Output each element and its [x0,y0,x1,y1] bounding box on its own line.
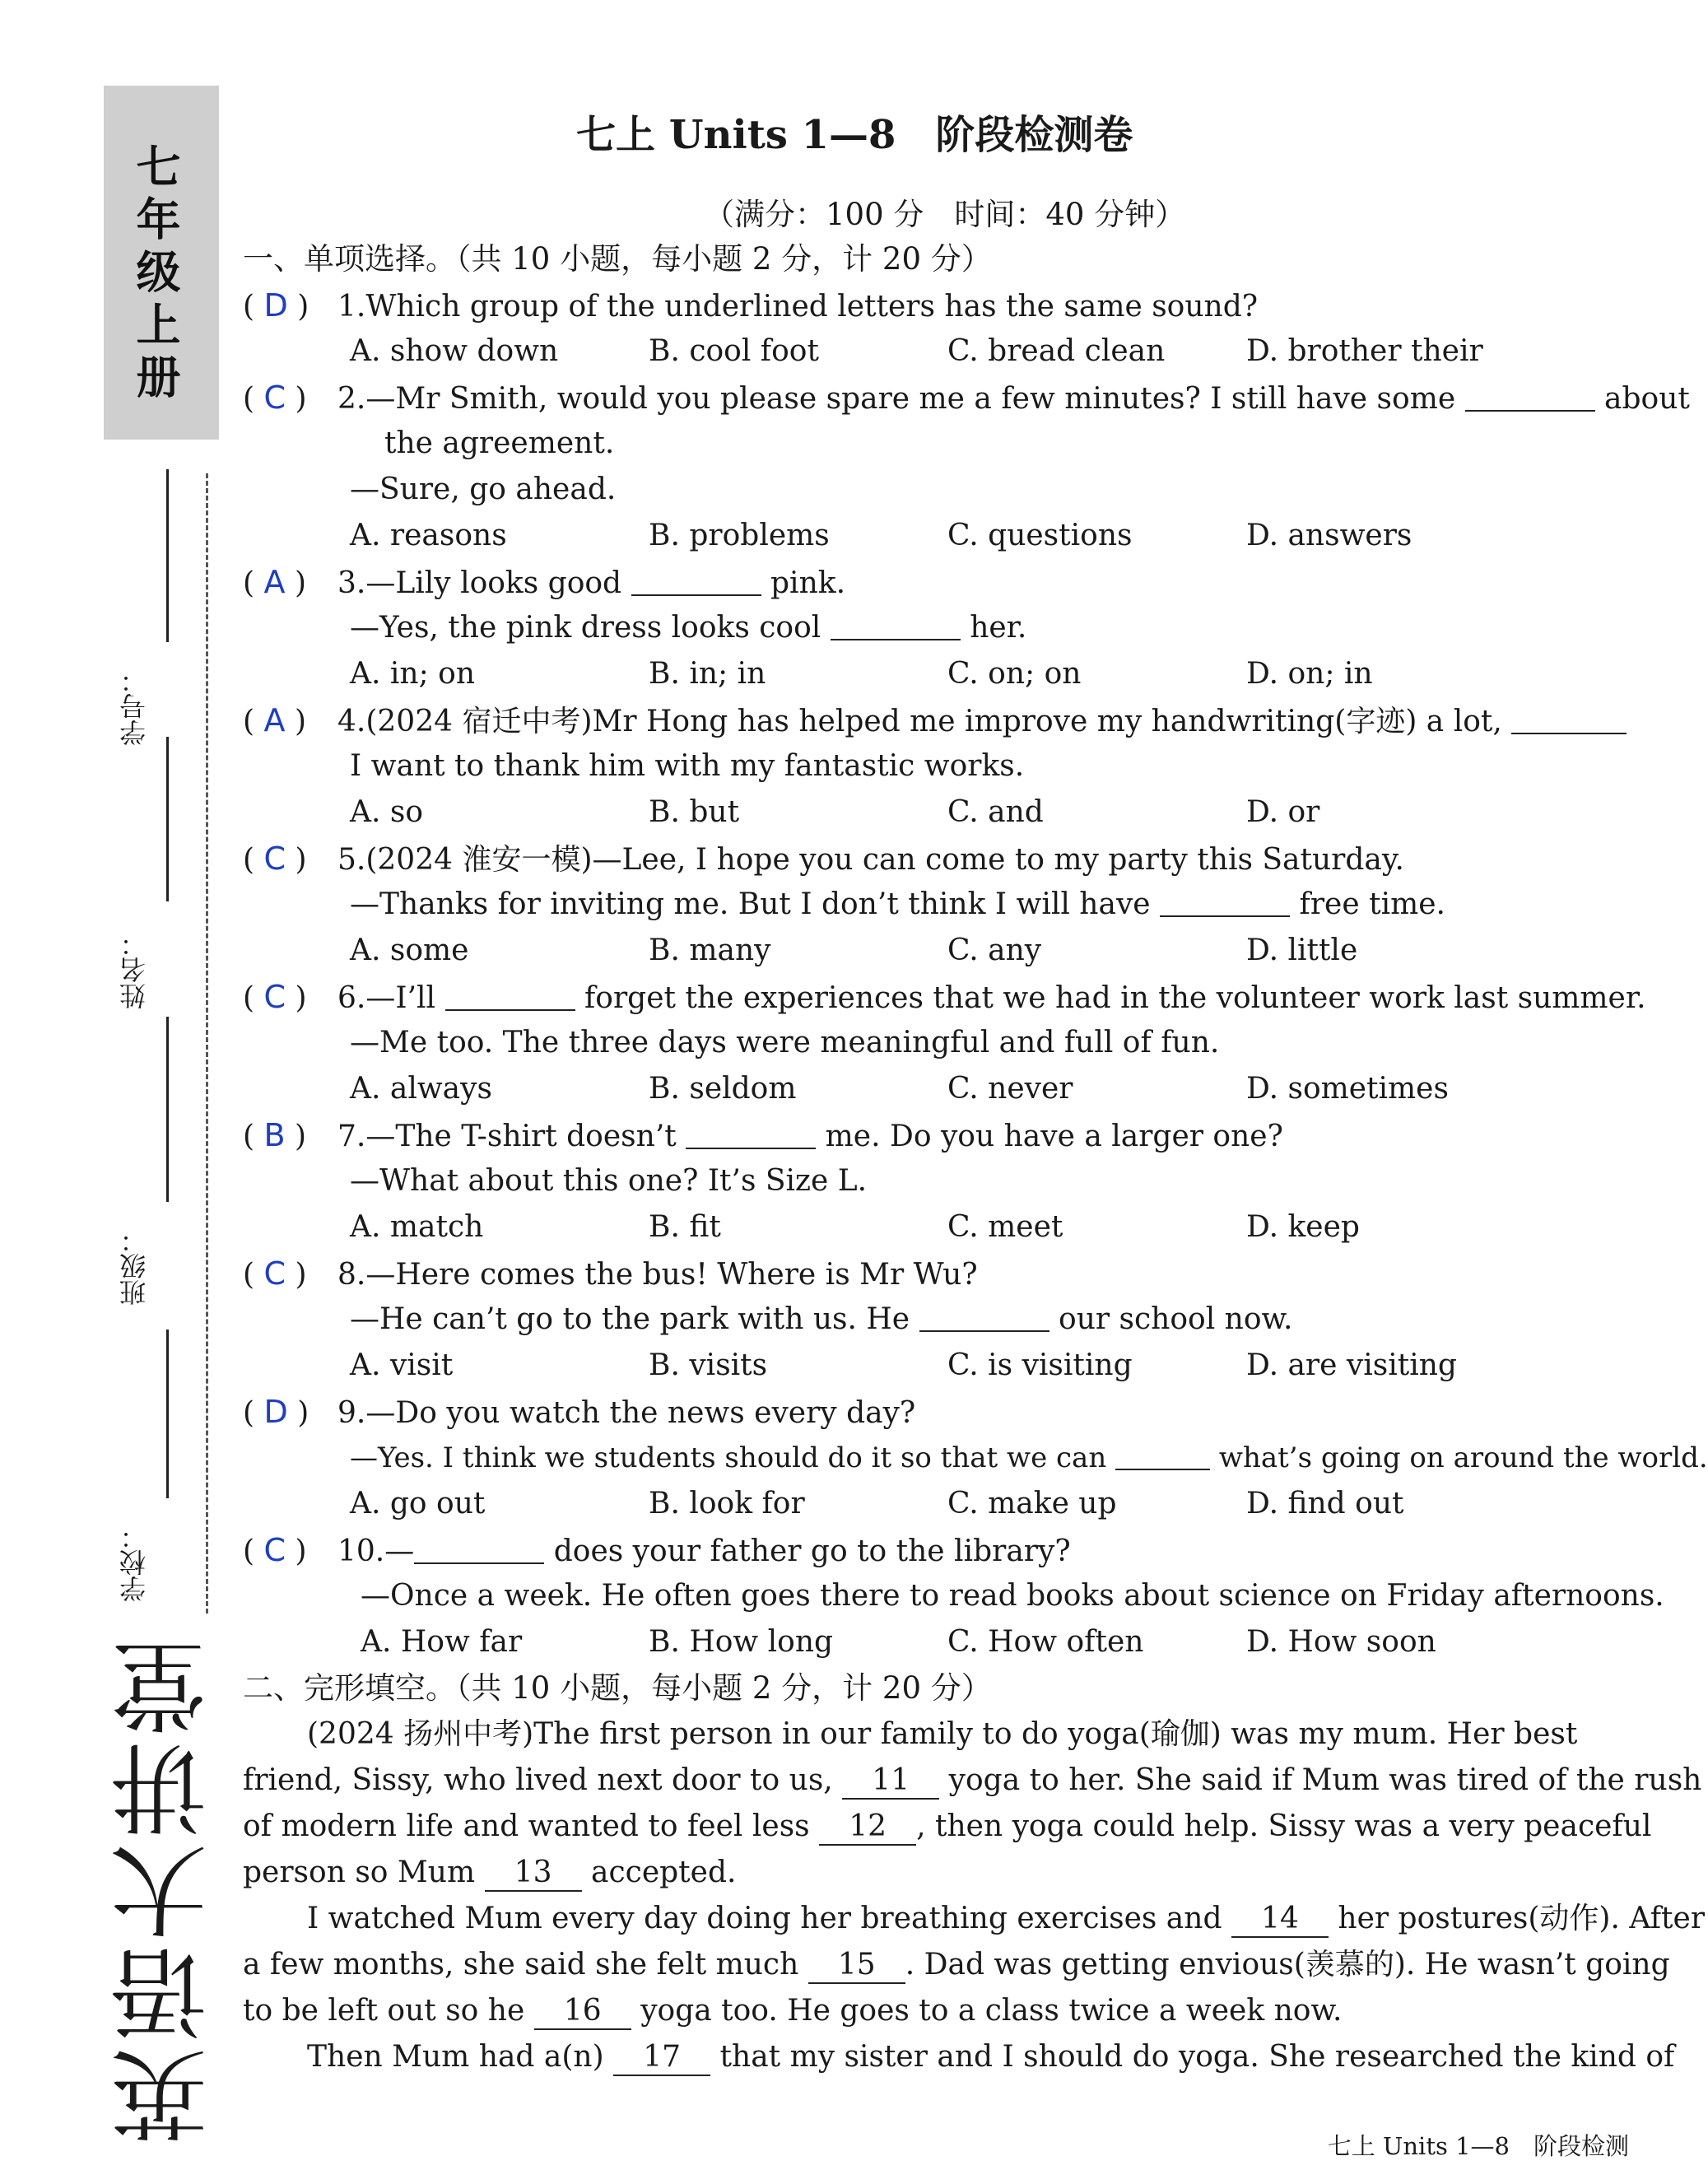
cut-line [206,473,208,1614]
options-row: A. so B. but C. and D. or [350,795,1320,829]
cloze-blank[interactable]: 12 [819,1809,916,1846]
name-field: 姓名： [115,930,181,1016]
options-row: A. in; on B. in; in C. on; on D. on; in [350,657,1373,691]
answer-mark: A [263,702,286,738]
options-row: A. always B. seldom C. never D. sometimes [350,1072,1449,1106]
options-row: A. match B. fit C. meet D. keep [350,1210,1360,1244]
school-field: 学校： [115,1523,181,1609]
answer-mark: C [263,1255,286,1292]
grade-tab [104,86,219,440]
grade-tab-label: 七年级上册 [129,143,181,407]
answer-blank[interactable] [1115,1439,1210,1470]
answer-mark: C [263,380,286,416]
answer-mark: D [263,1394,288,1430]
question-6: ( C ) 6.—I’ll forget the experiences that we had in the volunteer work last summer. [243,979,1646,1015]
page-footer: 七上 Units 1—8 阶段检测 [1327,2132,1629,2160]
options-row: A. some B. many C. any D. little [350,934,1358,967]
answer-blank[interactable] [445,980,575,1011]
answer-mark: D [263,287,288,324]
page-title: 七上 Units 1—8 阶段检测卷 [576,112,1133,158]
answer-blank[interactable] [919,1301,1049,1332]
exam-meta: （满分：100 分 时间：40 分钟） [704,197,1186,232]
question-8: ( C ) 8.—Here comes the bus! Where is Mr Wu? [243,1255,978,1292]
question-10: ( C ) 10.— does your father go to the library? [243,1532,1071,1568]
answer-blank[interactable] [414,1533,544,1564]
answer-blank[interactable] [1511,703,1627,734]
options-row: A. visit B. visits C. is visiting D. are visiting [350,1348,1457,1382]
cloze-blank[interactable]: 16 [534,1994,631,2030]
options-row: A. How far B. How long C. How often D. How soon [361,1625,1436,1659]
cloze-blank[interactable]: 11 [842,1763,939,1800]
class-field: 班级： [115,1227,181,1312]
options-row: A. reasons B. problems C. questions D. answers [350,519,1412,552]
section2-heading: 二、完形填空。（共 10 小题，每小题 2 分，计 20 分） [243,1670,992,1706]
answer-blank[interactable] [1465,380,1595,412]
subject-brand: 英语大讲堂 [110,1634,224,2144]
section1-heading: 一、单项选择。（共 10 小题，每小题 2 分，计 20 分） [243,241,992,277]
student-id-field: 学号： [115,667,181,752]
answer-blank[interactable] [686,1118,816,1149]
cloze-blank[interactable]: 15 [808,1948,905,1984]
options-row: A. go out B. look for C. make up D. find out [350,1487,1404,1520]
answer-mark: C [263,1532,286,1568]
exam-content: 一、单项选择。（共 10 小题，每小题 2 分，计 20 分） ( D ) 1.Which group of the underlined letters has the same sound? A. show down B. cool foot C. bread clean D. brother their ( C ) 2.—Mr Smith, would you please spare me a few minutes? I still have some about the agreement. —Sure, go ahead. A. reasons B. problems C. questions D. answers ( A ) 3.—Lily looks good pink. —Yes, the pink dress looks cool her. A. in; on B. in; in C. on; on D. on; in ( A ) 4.(2024 宿迁中考)Mr Hong has helped me improve my handwriting(字迹) a lot, I want to thank him with my fantastic works. A. so B. but C. and D. or ( C ) 5.(2024 淮安一模)—Lee, I hope you can come to my party this Saturday. —Thanks for inviting me. But I don’t think I will have free time. A. some B. many C. any D. little ( C ) 6.—I’ll forget the experiences that we had in the volunteer work last summer. —Me too. The three days were meaningful and full of fun. A. always B. seldom C. never D. sometimes ( B ) 7.—The T-shirt doesn’t me. Do you have a larger one? —What about this one? It’s Size L. A. match B. fit C. meet D. keep ( C ) 8.—Here comes the bus! Where is Mr Wu? —He can’t go to the park with us. He our school now. A. visit B. visits C. is visiting D. are visiting ( D ) 9.—Do you watch the news every day? —Yes. I think we students should do it so that we can what’s going on around the world. A. go out B. look for C. make up D. find out ( C ) 10.— does your father go to the library? —Once a week. He often goes there to read books about science on Friday afternoons. A. How far B. How long C. How often D. How soon 二、完形填空。（共 10 小题，每小题 2 分，计 20 分） (2024 扬州中考)The first person in our family to do yoga(瑜伽) was my mum. Her best friend, Sissy, who lived next door to us, 11 yoga to her. She said if Mum was tired of the rush of modern life and wanted to feel less 12 , then yoga could help. Sissy was a very peaceful person so Mum 13 accepted. I watched Mum every day doing her breathing exercises and 14 her postures(动作). After a few months, she said she felt much 15 . Dad was getting envious(羡慕的). He wasn’t going to be left out so he 16 yoga too. He goes to a class twice a week now. Then Mum had a(n) 17 that my sister and I should do yoga. She researched the kind of [243,236,1585,2080]
question-3: ( A ) 3.—Lily looks good pink. [243,564,846,600]
cloze-blank[interactable]: 14 [1231,1902,1329,1938]
question-7: ( B ) 7.—The T-shirt doesn’t me. Do you have a larger one? [243,1117,1283,1153]
question-9: ( D ) 9.—Do you watch the news every day? [243,1394,916,1430]
answer-mark: B [263,1117,286,1153]
answer-blank[interactable] [831,609,961,640]
question-2: ( C ) 2.—Mr Smith, would you please spare me a few minutes? I still have some about [243,380,1690,416]
question-4: ( A ) 4.(2024 宿迁中考)Mr Hong has helped me improve my handwriting(字迹) a lot, [243,697,1585,743]
question-1: ( D ) 1.Which group of the underlined letters has the same sound? [243,287,1259,324]
answer-mark: C [263,979,286,1015]
cloze-blank[interactable]: 13 [485,1856,582,1892]
cloze-blank[interactable]: 17 [613,2040,710,2076]
cloze-passage: (2024 扬州中考)The first person in our family to do yoga(瑜伽) was my mum. Her best friend, Sissy, who lived next door to us, 11 yoga to her. She said if Mum was tired of the rush of modern life and wanted to feel less 12 , then yoga could help. Sissy was a very peaceful person so Mum 13 accepted. I watched Mum every day doing her breathing exercises and 14 her postures(动作). After a few months, she said she felt much 15 . Dad was getting envious(羡慕的). He wasn’t going to be left out so he 16 yoga too. He goes to a class twice a week now. Then Mum had a(n) 17 that my sister and I should do yoga. She researched the kind of [243,1711,1585,2080]
answer-mark: C [263,841,286,877]
answer-blank[interactable] [631,565,761,596]
question-5: ( C ) 5.(2024 淮安一模)—Lee, I hope you can come to my party this Saturday. [243,841,1404,877]
options-row: A. show down B. cool foot C. bread clean D. brother their [350,334,1483,368]
answer-blank[interactable] [1160,886,1290,917]
answer-mark: A [263,564,286,600]
